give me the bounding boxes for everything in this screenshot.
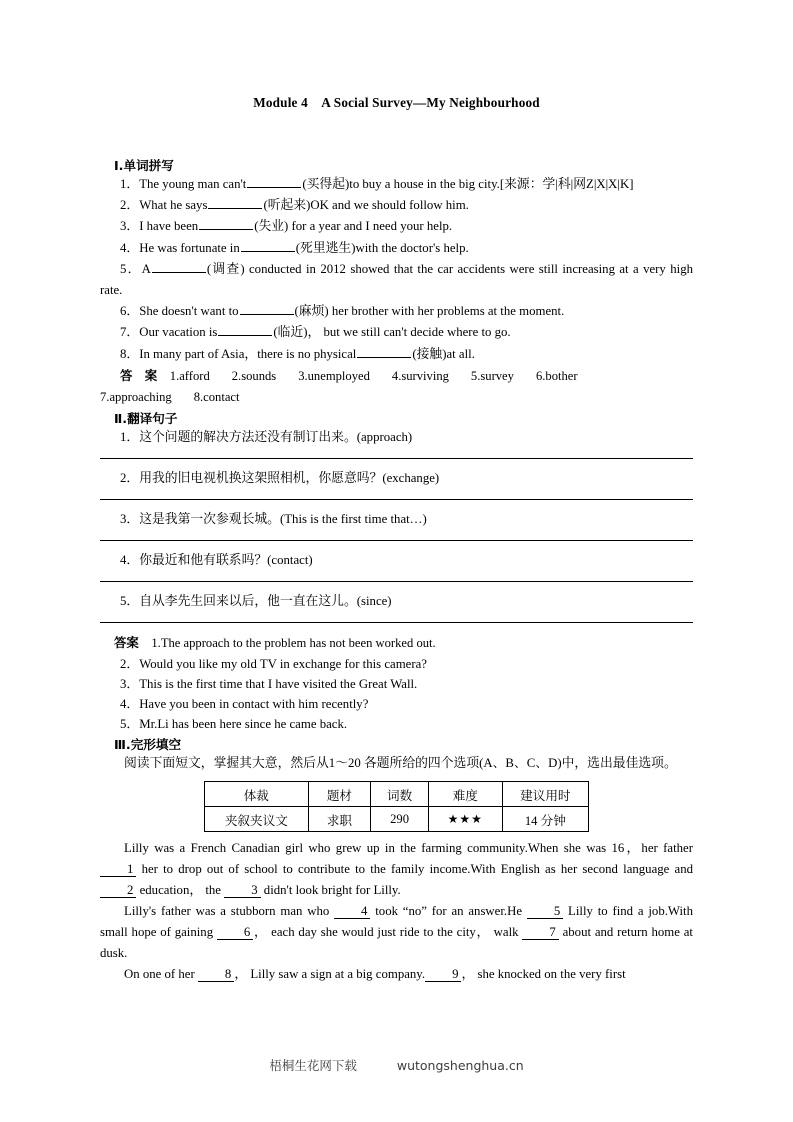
passage-text: didn't look bright for Lilly.	[260, 883, 401, 898]
answer-write-line[interactable]	[100, 499, 693, 500]
fill-blank[interactable]	[218, 323, 272, 336]
vocab-item-before: He was fortunate in	[139, 240, 240, 255]
vocab-item-5	[100, 259, 693, 301]
passage-text: On one of her	[124, 967, 198, 982]
passage-text: ， she knocked on the very first	[461, 967, 626, 982]
table-cell-difficulty: ★★★	[428, 807, 502, 832]
answer-item: 6.bother	[535, 368, 578, 383]
translation-answer-first	[100, 632, 693, 654]
vocab-item-8	[100, 344, 693, 365]
cloze-gap-2[interactable]: 2	[100, 883, 136, 898]
passage-text: ， each day she would just ride to the city， walk	[253, 925, 523, 940]
answer-label: 答案	[114, 634, 139, 650]
vocab-item-number: 3．	[120, 219, 140, 234]
page-footer	[0, 1056, 793, 1074]
table-header-cell: 体裁	[205, 782, 309, 807]
passage-text: about and return home at dusk.	[100, 925, 693, 961]
footer-domain: wutongshenghua.cn	[396, 1058, 524, 1073]
vocab-item-before: A	[141, 261, 151, 276]
table-cell-wordcount: 290	[371, 807, 429, 832]
vocab-item-number: 5．	[120, 261, 142, 276]
table-cell-genre: 夹叙夹议文	[205, 807, 309, 832]
passage-info-table	[204, 781, 589, 832]
vocab-item-before: What he says	[139, 198, 208, 213]
answer-text: 1.The approach to the problem has not been worked out.	[151, 635, 436, 650]
passage-text: Lilly to find a job.With small hope of gaining	[100, 904, 693, 940]
answer-item: 2.sounds	[231, 368, 277, 383]
answer-text: 3．This is the first time that I have visited the Great Wall.	[120, 676, 418, 691]
table-header-cell: 题材	[308, 782, 371, 807]
fill-blank[interactable]	[357, 345, 411, 358]
answer-item: 3.unemployed	[298, 368, 370, 383]
vocab-item-4	[100, 238, 693, 259]
table-row	[205, 807, 589, 832]
vocab-item-6	[100, 301, 693, 322]
answer-item: 1.afford	[169, 368, 210, 383]
passage-text: Lilly's father was a stubborn man who	[124, 904, 335, 919]
fill-blank[interactable]	[241, 239, 295, 252]
cloze-gap-7[interactable]: 7	[522, 925, 558, 940]
table-header-cell: 词数	[371, 782, 429, 807]
fill-blank[interactable]	[247, 175, 301, 188]
passage-paragraph	[100, 901, 693, 964]
vocab-item-number: 1．	[120, 177, 140, 191]
fill-blank[interactable]	[199, 217, 253, 230]
translation-question: 2．用我的旧电视机换这架照相机，你愿意吗？(exchange)	[120, 470, 440, 485]
vocab-item-after: (听起来)OK and we should follow him.	[263, 198, 469, 213]
cloze-gap-1[interactable]: 1	[100, 862, 136, 877]
vocab-item-number: 7．	[120, 325, 140, 340]
vocab-item-before: She doesn't want to	[139, 304, 239, 319]
vocab-item-after: (调查) conducted in 2012 showed that the car accidents were still increasing at a very high rate.	[100, 261, 693, 298]
page-title: Module 4 A Social Survey—My Neighbourhood	[253, 95, 540, 110]
cloze-gap-8[interactable]: 8	[198, 967, 234, 982]
vocabulary-items	[100, 174, 693, 365]
translation-question: 4．你最近和他有联系吗？(contact)	[120, 552, 313, 567]
section-heading-vocabulary: Ⅰ.单词拼写	[114, 158, 174, 173]
answer-write-line[interactable]	[100, 458, 693, 459]
answer-item: 4.surviving	[391, 368, 449, 383]
passage-text: her to drop out of school to contribute to the family income.With English as her second language and	[136, 862, 693, 877]
passage-text: ， Lilly saw a sign at a big company.	[234, 967, 426, 982]
translation-question: 5．自从李先生回来以后，他一直在这儿。(since)	[120, 593, 392, 608]
fill-blank[interactable]	[240, 302, 294, 315]
table-header-row	[205, 782, 589, 807]
vocab-item-number: 4．	[120, 240, 140, 255]
vocab-item-after: (买得起)to buy a house in the big city.[来源：学|科|网Z|X|X|K]	[302, 177, 634, 191]
vocab-item-1	[100, 174, 693, 195]
cloze-gap-3[interactable]: 3	[224, 883, 260, 898]
vocab-item-7	[100, 322, 693, 343]
table-header-cell: 建议用时	[502, 782, 588, 807]
cloze-instruction: 阅读下面短文，掌握其大意，然后从1～20 各题所给的四个选项(A、B、C、D)中，选出最佳选项。	[124, 755, 677, 770]
fill-blank[interactable]	[152, 260, 206, 273]
table-cell-suggested-time: 14 分钟	[502, 807, 588, 832]
translation-question: 3．这是我第一次参观长城。(This is the first time that…)	[120, 511, 427, 526]
fill-blank[interactable]	[208, 196, 262, 209]
answer-item: 8.contact	[193, 389, 240, 404]
cloze-gap-4[interactable]: 4	[334, 904, 370, 919]
translation-question: 1．这个问题的解决方法还没有制订出来。(approach)	[120, 429, 413, 444]
vocab-item-after: (死里逃生)with the doctor's help.	[295, 240, 469, 255]
passage-text: Lilly was a French Canadian girl who grew up in the farming community.When she was 16，her father	[124, 841, 693, 856]
answer-write-line[interactable]	[100, 622, 693, 623]
vocab-item-before: In many part of Asia，there is no physical	[139, 346, 357, 361]
footer-site-name: 梧桐生花网下载	[269, 1058, 357, 1073]
answer-write-line[interactable]	[100, 540, 693, 541]
table-header-cell: 难度	[428, 782, 502, 807]
passage-paragraph	[100, 838, 693, 901]
answer-write-line[interactable]	[100, 581, 693, 582]
cloze-gap-6[interactable]: 6	[217, 925, 253, 940]
vocab-item-before: I have been	[139, 219, 199, 234]
passage-text: education， the	[136, 883, 225, 898]
translation-answers	[100, 632, 693, 734]
spacer	[100, 111, 693, 155]
vocab-item-2	[100, 195, 693, 216]
cloze-passage	[100, 838, 693, 985]
vocab-item-after: (失业) for a year and I need your help.	[254, 219, 453, 234]
cloze-gap-9[interactable]: 9	[425, 967, 461, 982]
answer-item: 5.survey	[470, 368, 514, 383]
translation-questions	[100, 427, 693, 623]
vocab-item-number: 2．	[120, 198, 140, 213]
vocab-item-after: (临近)， but we still can't decide where to go.	[273, 325, 511, 340]
answer-label: 答 案	[120, 367, 158, 383]
answer-item: 7.approaching	[100, 389, 172, 404]
vocab-item-number: 6．	[120, 304, 140, 319]
vocab-item-after: (接触)at all.	[412, 346, 475, 361]
vocab-item-before: The young man can't	[139, 177, 247, 191]
vocab-item-after: (麻烦) her brother with her problems at the moment.	[294, 304, 565, 319]
section-heading-translation: Ⅱ.翻译句子	[114, 410, 178, 426]
answer-text: 2．Would you like my old TV in exchange for this camera?	[120, 656, 427, 671]
vocab-item-number: 8．	[120, 346, 140, 361]
answer-text: 4．Have you been in contact with him recently?	[120, 696, 369, 711]
passage-text: took “no” for an answer.He	[370, 904, 527, 919]
vocab-item-3	[100, 216, 693, 237]
section-heading-cloze: Ⅲ.完形填空	[114, 736, 182, 752]
cloze-gap-5[interactable]: 5	[527, 904, 563, 919]
table-cell-topic: 求职	[308, 807, 371, 832]
passage-paragraph	[100, 964, 693, 985]
vocab-item-before: Our vacation is	[139, 325, 218, 340]
vocabulary-answers	[100, 365, 693, 408]
answer-text: 5．Mr.Li has been here since he came back.	[120, 716, 348, 731]
